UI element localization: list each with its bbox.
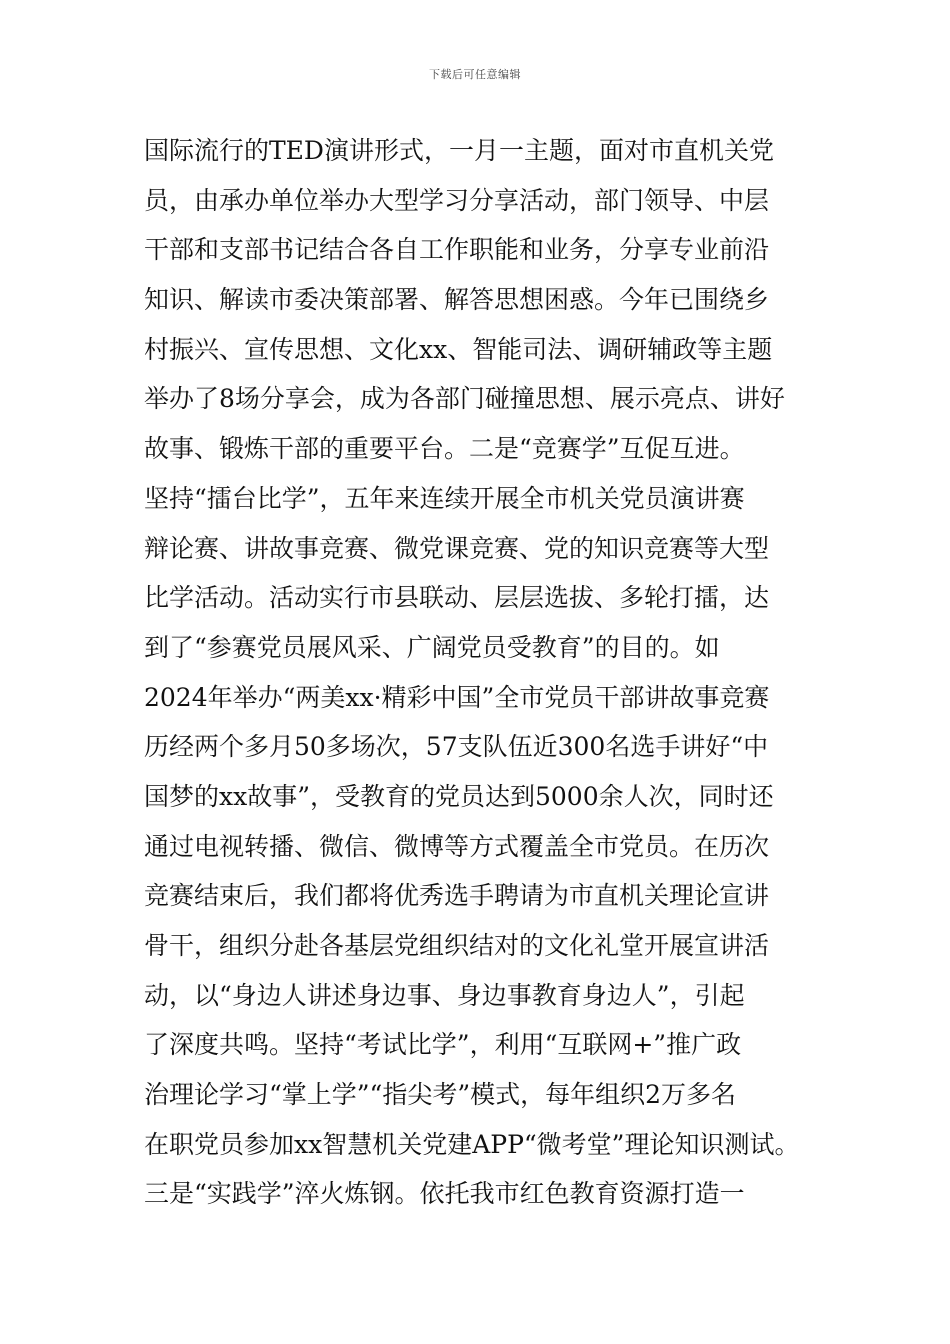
text-line: 国际流行的TED演讲形式，一月一主题，面对市直机关党: [144, 136, 774, 165]
text-line: 骨干，组织分赴各基层党组织结对的文化礼堂开展宣讲活: [144, 931, 770, 960]
text-line: 举办了8场分享会，成为各部门碰撞思想、展示亮点、讲好: [144, 384, 785, 414]
page-header: 下载后可任意编辑: [429, 68, 521, 81]
text-line: 员，由承办单位举办大型学习分享活动，部门领导、中层: [144, 185, 770, 215]
body-paragraph: [144, 126, 844, 1219]
text-line: 2024年举办“两美xx·精彩中国”全市党员干部讲故事竞赛: [144, 682, 770, 712]
text-line: 在职党员参加xx智慧机关党建APP“微考堂”理论知识测试。: [144, 1129, 800, 1159]
text-line: 辩论赛、讲故事竞赛、微党课竞赛、党的知识竞赛等大型: [144, 533, 770, 563]
text-line: 到了“参赛党员展风采、广阔党员受教育”的目的。如: [144, 632, 720, 662]
text-line: 村振兴、宣传思想、文化xx、智能司法、调研辅政等主题: [144, 334, 773, 364]
text-line: 知识、解读市委决策部署、解答思想困惑。今年已围绕乡: [144, 285, 770, 315]
text-line: 国梦的xx故事”，受教育的党员达到5000余人次，同时还: [144, 781, 774, 811]
text-line: 三是“实践学”淬火炼钢。依托我市红色教育资源打造一: [144, 1179, 745, 1209]
text-line: 比学活动。活动实行市县联动、层层选拔、多轮打擂，达: [144, 583, 770, 613]
text-line: 治理论学习“掌上学”“指尖考”模式，每年组织2万多名: [144, 1080, 737, 1110]
text-line: 历经两个多月50多场次，57支队伍近300名选手讲好“中: [144, 732, 769, 762]
text-line: 干部和支部书记结合各自工作职能和业务，分享专业前沿: [144, 235, 770, 265]
text-line: 动，以“身边人讲述身边事、身边事教育身边人”，引起: [144, 980, 745, 1010]
text-line: 故事、锻炼干部的重要平台。二是“竞赛学”互促互进。: [144, 434, 745, 464]
text-line: 竞赛结束后，我们都将优秀选手聘请为市直机关理论宣讲: [144, 881, 770, 911]
text-line: 坚持“擂台比学”，五年来连续开展全市机关党员演讲赛: [144, 483, 745, 513]
text-line: 通过电视转播、微信、微博等方式覆盖全市党员。在历次: [144, 831, 770, 861]
text-line: 了深度共鸣。坚持“考试比学”，利用“互联网+”推广政: [144, 1030, 742, 1060]
